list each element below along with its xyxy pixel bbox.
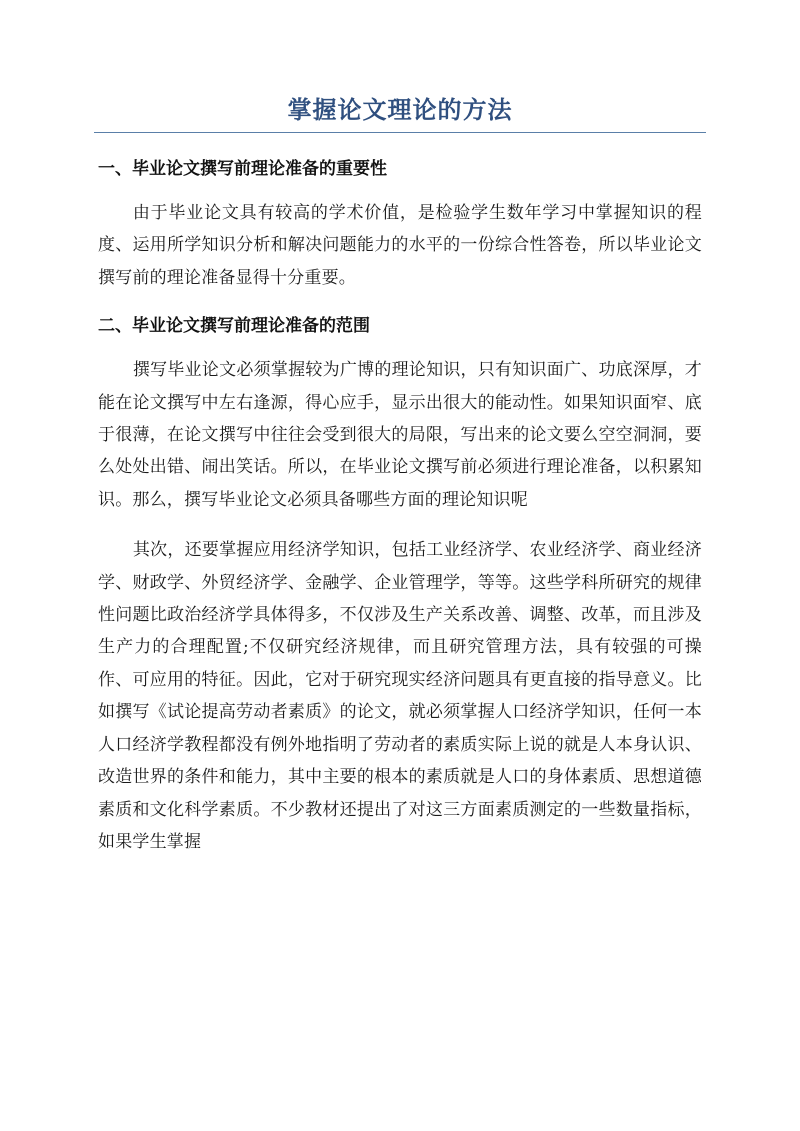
document-title: 掌握论文理论的方法 bbox=[287, 95, 513, 124]
section-heading: 一、毕业论文撰写前理论准备的重要性 bbox=[98, 159, 387, 179]
body-paragraph: 撰写毕业论文必须掌握较为广博的理论知识，只有知识面广、功底深厚，才能在论文撰写中左右逢源，得心应手，显示出很大的能动性。如果知识面窄、底于很薄，在论文撰写中往往会受到很大的局限，写出来的论文要么空空洞洞，要么处处出错、闹出笑话。所以，在毕业论文撰写前必须进行理论准备，以积累知识。那么，撰写毕业论文必须具备哪些方面的理论知识呢 bbox=[98, 360, 702, 510]
body-paragraph: 由于毕业论文具有较高的学术价值，是检验学生数年学习中掌握知识的程度、运用所学知识分析和解决问题能力的水平的一份综合性答卷，所以毕业论文撰写前的理论准备显得十分重要。 bbox=[98, 203, 702, 288]
body-paragraph: 其次，还要掌握应用经济学知识，包括工业经济学、农业经济学、商业经济学、财政学、外贸经济学、金融学、企业管理学，等等。这些学科所研究的规律性问题比政治经济学具体得多，不仅涉及生产关系改善、调整、改革，而且涉及生产力的合理配置;不仅研究经济规律，而且研究管理方法，具有较强的可操作、可应用的特征。因此，它对于研究现实经济问题具有更直接的指导意义。比如撰写《试论提高劳动者素质》的论文，就必须掌握人口经济学知识，任何一本人口经济学教程都没有例外地指明了劳动者的素质实际上说的就是人本身认识、改造世界的条件和能力，其中主要的根本的素质就是人口的身体素质、思想道德素质和文化科学素质。不少教材还提出了对这三方面素质测定的一些数量指标，如果学生掌握 bbox=[98, 540, 702, 852]
section-scope bbox=[98, 312, 702, 858]
section-importance bbox=[98, 155, 702, 294]
title-underline bbox=[94, 132, 706, 133]
section-heading: 二、毕业论文撰写前理论准备的范围 bbox=[98, 316, 370, 337]
